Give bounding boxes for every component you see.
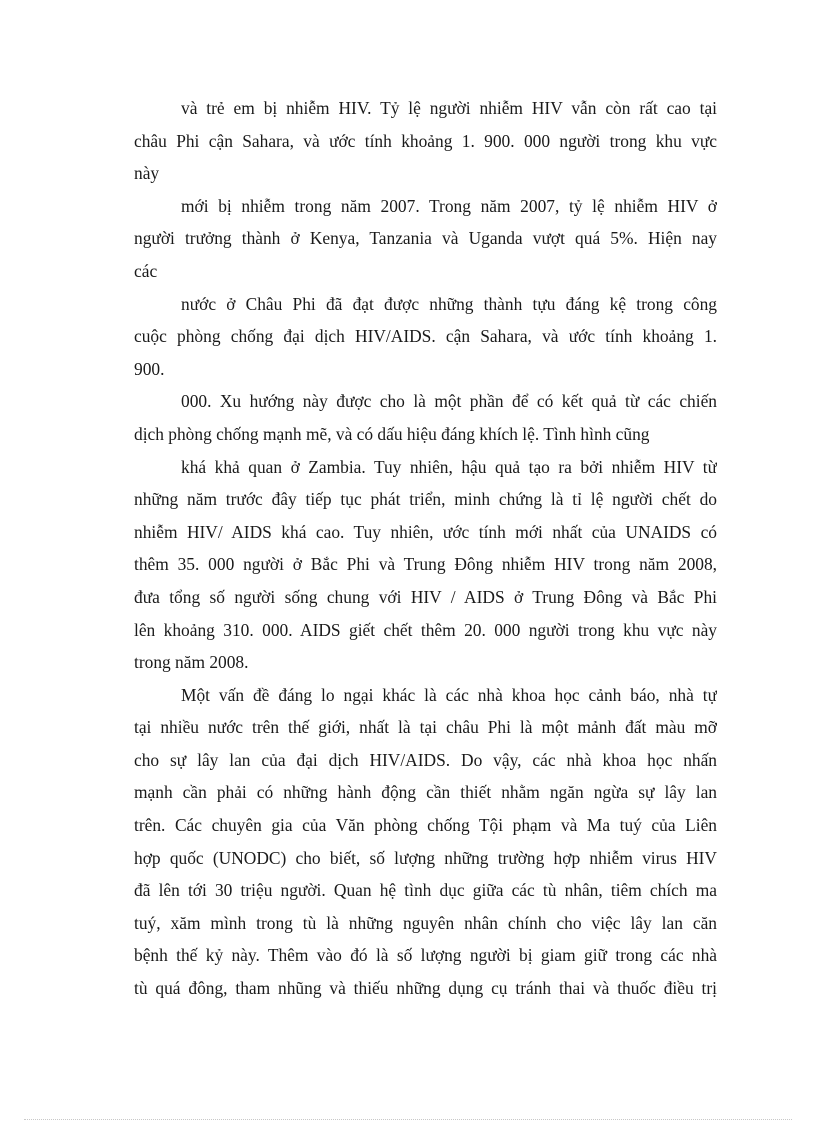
text-line: thêm 35. 000 người ở Bắc Phi và Trung Đông nhiễm HIV trong năm 2008, [134, 554, 717, 575]
text-line: trên. Các chuyên gia của Văn phòng chống Tội phạm và Ma tuý của Liên [134, 815, 717, 836]
text-line: bệnh thế kỷ này. Thêm vào đó là số lượng người bị giam giữ trong các nhà [134, 945, 717, 966]
text-line: đưa tổng số người sống chung với HIV / AIDS ở Trung Đông và Bắc Phi [134, 586, 717, 607]
page-bottom-border [24, 1119, 792, 1120]
text-line: nước ở Châu Phi đã đạt được những thành tựu đáng kệ trong công [181, 293, 717, 314]
text-line: Một vấn đề đáng lo ngại khác là các nhà khoa học cảnh báo, nhà tự [181, 684, 717, 705]
text-line: tại nhiều nước trên thế giới, nhất là tại châu Phi là một mảnh đất màu mỡ [134, 717, 717, 738]
text-line: mới bị nhiễm trong năm 2007. Trong năm 2007, tỷ lệ nhiễm HIV ở [181, 195, 717, 216]
text-line: dịch phòng chống mạnh mẽ, và có dấu hiệu đáng khích lệ. Tình hình cũng [134, 423, 650, 444]
text-line: và trẻ em bị nhiễm HIV. Tỷ lệ người nhiễm HIV vẫn còn rất cao tại [181, 98, 717, 118]
text-line: cho sự lây lan của đại dịch HIV/AIDS. Do vậy, các nhà khoa học nhấn [134, 749, 717, 770]
text-line: này [134, 163, 160, 184]
body-text [134, 92, 717, 1005]
text-line: trong năm 2008. [134, 652, 249, 673]
text-line: tuý, xăm mình trong tù là những nguyên nhân chính cho việc lây lan căn [134, 912, 717, 933]
text-line: khá khả quan ở Zambia. Tuy nhiên, hậu quả tạo ra bởi nhiễm HIV từ [181, 456, 717, 477]
text-line: người trưởng thành ở Kenya, Tanzania và Uganda vượt quá 5%. Hiện nay [134, 228, 717, 249]
text-line: 900. [134, 358, 165, 379]
text-line: đã lên tới 30 triệu người. Quan hệ tình dục giữa các tù nhân, tiêm chích ma [134, 880, 717, 901]
text-line: cuộc phòng chống đại dịch HIV/AIDS. cận Sahara, và ước tính khoảng 1. [134, 326, 717, 347]
text-line: nhiễm HIV/ AIDS khá cao. Tuy nhiên, ước tính mới nhất của UNAIDS có [134, 521, 717, 542]
text-line: châu Phi cận Sahara, và ước tính khoảng 1. 900. 000 người trong khu vực [134, 130, 717, 151]
text-line: mạnh cần phải có những hành động cần thiết nhằm ngăn ngừa sự lây lan [134, 782, 717, 803]
text-line: lên khoảng 310. 000. AIDS giết chết thêm 20. 000 người trong khu vực này [134, 619, 717, 640]
text-line: 000. Xu hướng này được cho là một phần để có kết quả từ các chiến [181, 391, 717, 412]
text-line: những năm trước đây tiếp tục phát triển, minh chứng là tỉ lệ người chết do [134, 489, 717, 510]
text-line: tù quá đông, tham nhũng và thiếu những dụng cụ tránh thai và thuốc điều trị [134, 978, 717, 999]
text-line: các [134, 260, 158, 281]
text-line: hợp quốc (UNODC) cho biết, số lượng những trường hợp nhiễm virus HIV [134, 847, 717, 868]
